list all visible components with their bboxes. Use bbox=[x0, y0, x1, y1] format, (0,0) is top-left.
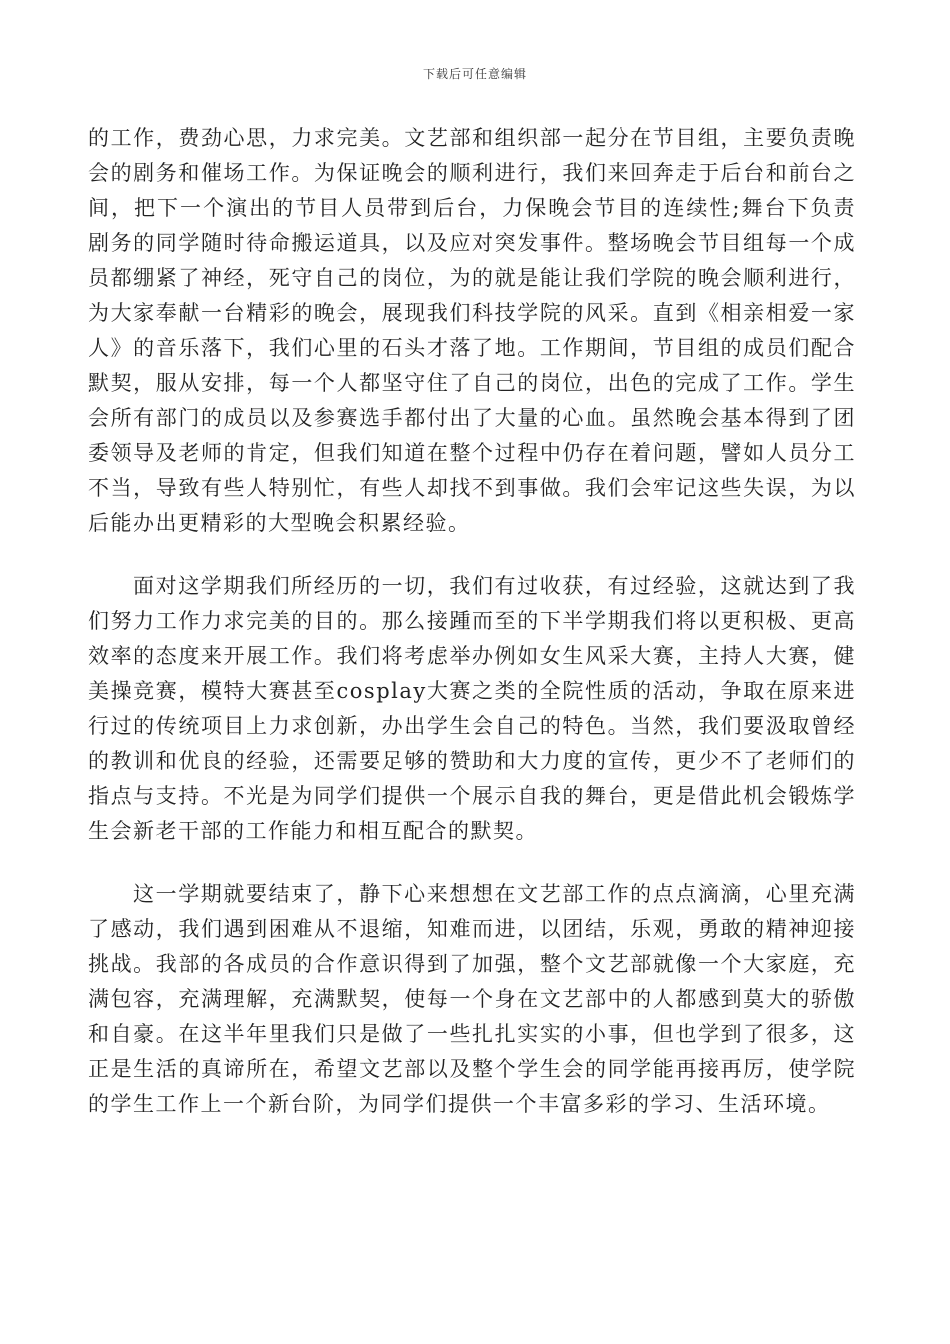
document-body bbox=[88, 121, 856, 1122]
paragraph-1: 的工作，费劲心思，力求完美。文艺部和组织部一起分在节目组，主要负责晚会的剧务和催场工作。为保证晚会的顺利进行，我们来回奔走于后台和前台之间，把下一个演出的节目人员带到后台，力保晚会节目的连续性;舞台下负责剧务的同学随时待命搬运道具，以及应对突发事件。整场晚会节目组每一个成员都绷紧了神经，死守自己的岗位，为的就是能让我们学院的晚会顺利进行，为大家奉献一台精彩的晚会，展现我们科技学院的风采。直到《相亲相爱一家人》的音乐落下，我们心里的石头才落了地。工作期间，节目组的成员们配合默契，服从安排，每一个人都坚守住了自己的岗位，出色的完成了工作。学生会所有部门的成员以及参赛选手都付出了大量的心血。虽然晚会基本得到了团委领导及老师的肯定，但我们知道在整个过程中仍存在着问题，譬如人员分工不当，导致有些人特别忙，有些人却找不到事做。我们会牢记这些失误，为以后能办出更精彩的大型晚会积累经验。 bbox=[88, 126, 856, 535]
paragraph-3: 这一学期就要结束了，静下心来想想在文艺部工作的点点滴滴，心里充满了感动，我们遇到困难从不退缩，知难而进，以团结，乐观，勇敢的精神迎接挑战。我部的各成员的合作意识得到了加强，整个文艺部就像一个大家庭，充满包容，充满理解，充满默契，使每一个身在文艺部中的人都感到莫大的骄傲和自豪。在这半年里我们只是做了一些扎扎实实的小事，但也学到了很多，这正是生活的真谛所在，希望文艺部以及整个学生会的同学能再接再厉，使学院的学生工作上一个新台阶，为同学们提供一个丰富多彩的学习、生活环境。 bbox=[88, 882, 856, 1116]
paragraph-2: 面对这学期我们所经历的一切，我们有过收获，有过经验，这就达到了我们努力工作力求完美的目的。那么接踵而至的下半学期我们将以更积极、更高效率的态度来开展工作。我们将考虑举办例如女生风采大赛，主持人大赛，健美操竞赛，模特大赛甚至cosplay大赛之类的全院性质的活动，争取在原来进行过的传统项目上力求创新，办出学生会自己的特色。当然，我们要汲取曾经的教训和优良的经验，还需要足够的赞助和大力度的宣传，更少不了老师们的指点与支持。不光是为同学们提供一个展示自我的舞台，更是借此机会锻炼学生会新老干部的工作能力和相互配合的默契。 bbox=[88, 574, 856, 843]
page-header: 下载后可任意编辑 bbox=[422, 67, 527, 81]
